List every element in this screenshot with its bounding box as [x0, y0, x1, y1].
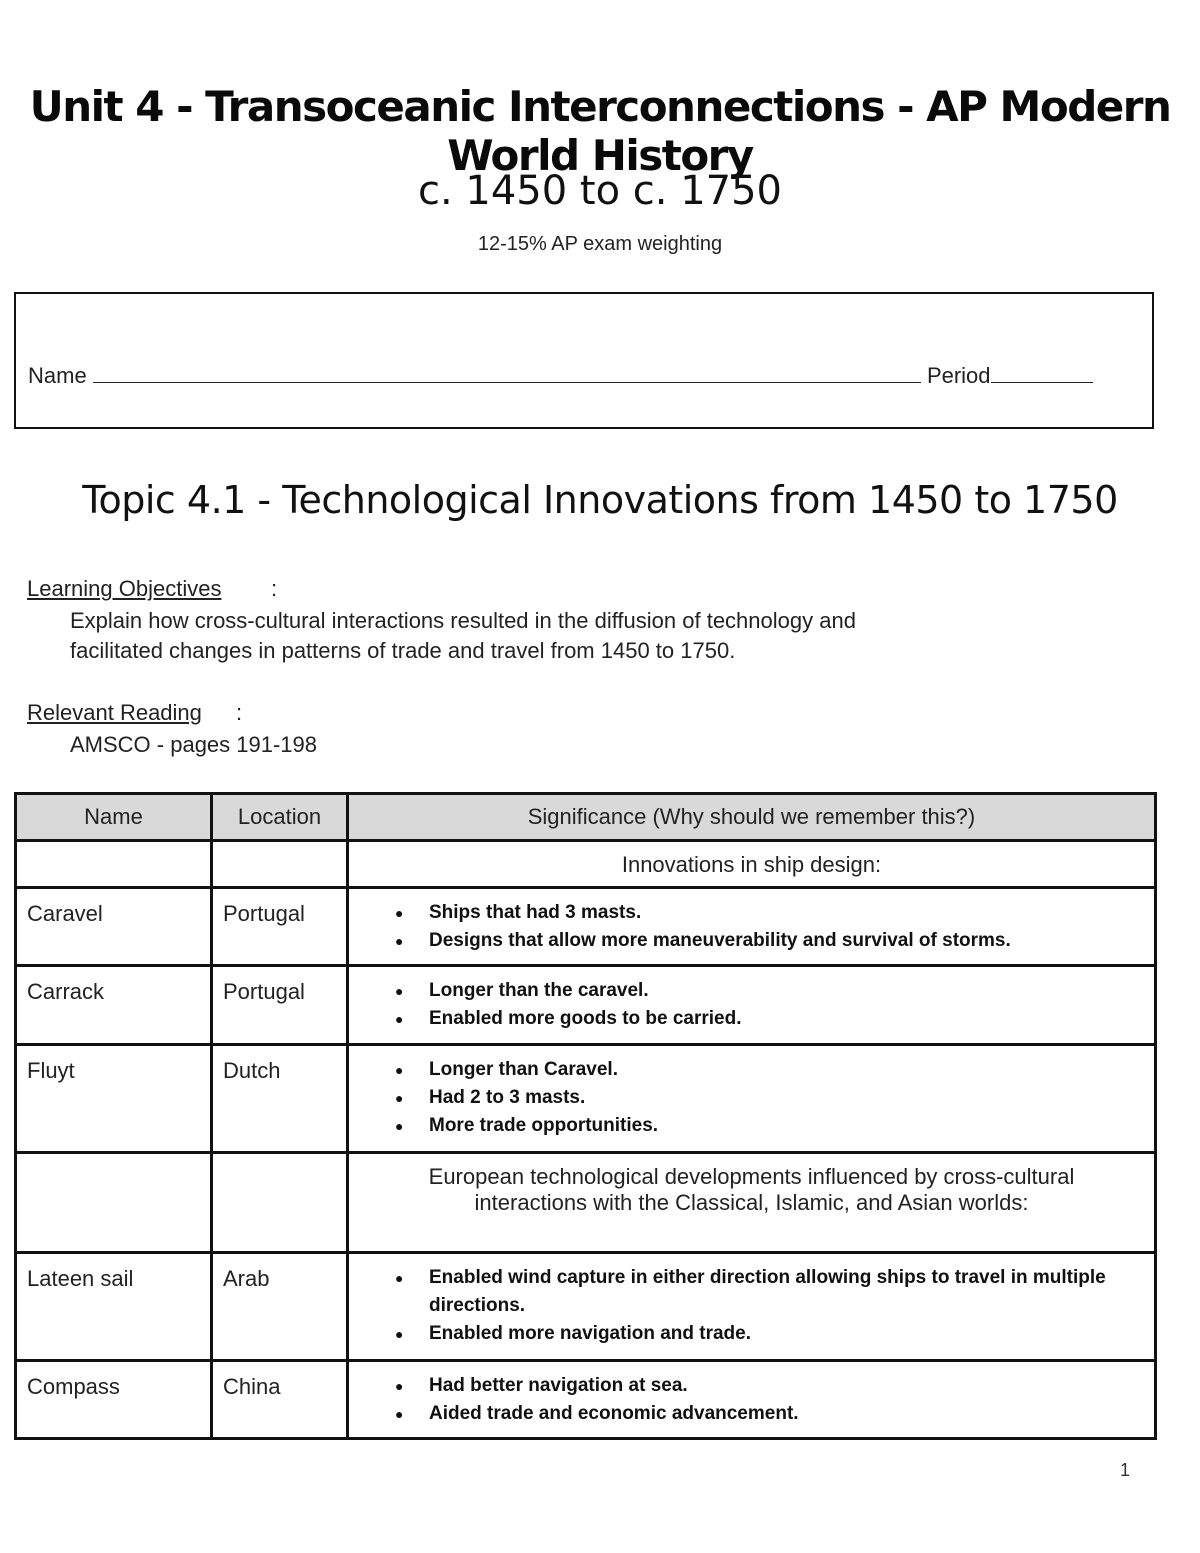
- row-location: Portugal: [212, 888, 348, 966]
- row-location: Arab: [212, 1253, 348, 1361]
- row-significance: [348, 966, 1156, 1045]
- name-label: Name: [28, 363, 87, 388]
- learning-objective-line-1: Explain how cross-cultural interactions resulted in the diffusion of technology and: [70, 608, 856, 633]
- section-row-european-developments: [16, 1153, 1156, 1253]
- table-header-row: [16, 794, 1156, 841]
- row-significance: [348, 888, 1156, 966]
- table-row: [16, 1045, 1156, 1153]
- header-significance: Significance (Why should we remember this?): [348, 794, 1156, 841]
- topic-title: Topic 4.1 - Technological Innovations from 1450 to 1750: [82, 478, 1118, 522]
- name-blank[interactable]: [93, 362, 921, 383]
- bullet-item: ● Designs that allow more maneuverability and survival of storms.: [429, 927, 1154, 955]
- exam-weighting: 12-15% AP exam weighting: [477, 233, 723, 255]
- bullet-item: ● Enabled wind capture in either direction allowing ships to travel in multiple directions.: [429, 1264, 1154, 1320]
- bullet-item: ● Longer than the caravel.: [429, 977, 1154, 1005]
- page-number: 1: [1119, 1460, 1130, 1480]
- row-name-fluyt: Fluyt: [16, 1045, 212, 1153]
- learning-objectives-colon: :: [271, 576, 278, 601]
- bullet-item: ● Aided trade and economic advancement.: [429, 1400, 1154, 1428]
- table-row: [16, 1361, 1156, 1439]
- header-name: Name: [16, 794, 212, 841]
- unit-title: Unit 4 - Transoceanic Interconnections - AP Modern World History: [29, 82, 1171, 180]
- empty-cell: [212, 1153, 348, 1253]
- relevant-reading-label: Relevant Reading: [27, 700, 202, 725]
- bullet-item: ● Enabled more navigation and trade.: [429, 1320, 1154, 1348]
- table-row: [16, 1253, 1156, 1361]
- section-row-ship-design: [16, 841, 1156, 888]
- bullet-item: ● Had better navigation at sea.: [429, 1372, 1154, 1400]
- row-name-carrack: Carrack: [16, 966, 212, 1045]
- row-significance: [348, 1045, 1156, 1153]
- bullet-item: ● More trade opportunities.: [429, 1112, 1154, 1140]
- empty-cell: [212, 841, 348, 888]
- row-location: China: [212, 1361, 348, 1439]
- name-period-box: [14, 292, 1154, 429]
- section-heading-ship-design: Innovations in ship design:: [348, 841, 1156, 888]
- name-period-line: [28, 362, 1093, 389]
- innovations-table: [14, 792, 1157, 1440]
- row-name-lateen-sail: Lateen sail: [16, 1253, 212, 1361]
- date-range: c. 1450 to c. 1750: [417, 168, 783, 214]
- table-row: [16, 888, 1156, 966]
- empty-cell: [16, 1153, 212, 1253]
- row-location: Dutch: [212, 1045, 348, 1153]
- relevant-reading-colon: :: [236, 700, 243, 725]
- row-location: Portugal: [212, 966, 348, 1045]
- empty-cell: [16, 841, 212, 888]
- row-significance: [348, 1361, 1156, 1439]
- table-row: [16, 966, 1156, 1045]
- bullet-item: ● Longer than Caravel.: [429, 1056, 1154, 1084]
- learning-objective-line-2: facilitated changes in patterns of trade and travel from 1450 to 1750.: [70, 638, 736, 663]
- relevant-reading-text: AMSCO - pages 191-198: [70, 732, 318, 757]
- period-blank[interactable]: [991, 362, 1093, 383]
- learning-objectives-label: Learning Objectives: [27, 576, 222, 601]
- row-name-caravel: Caravel: [16, 888, 212, 966]
- bullet-item: ● Ships that had 3 masts.: [429, 899, 1154, 927]
- bullet-item: ● Enabled more goods to be carried.: [429, 1005, 1154, 1033]
- header-location: Location: [212, 794, 348, 841]
- row-significance: [348, 1253, 1156, 1361]
- section-heading-european-developments: European technological developments influenced by cross-cultural interactions with the Classical, Islamic, and Asian worlds:: [348, 1153, 1156, 1253]
- bullet-item: ● Had 2 to 3 masts.: [429, 1084, 1154, 1112]
- period-label: Period: [926, 363, 991, 388]
- row-name-compass: Compass: [16, 1361, 212, 1439]
